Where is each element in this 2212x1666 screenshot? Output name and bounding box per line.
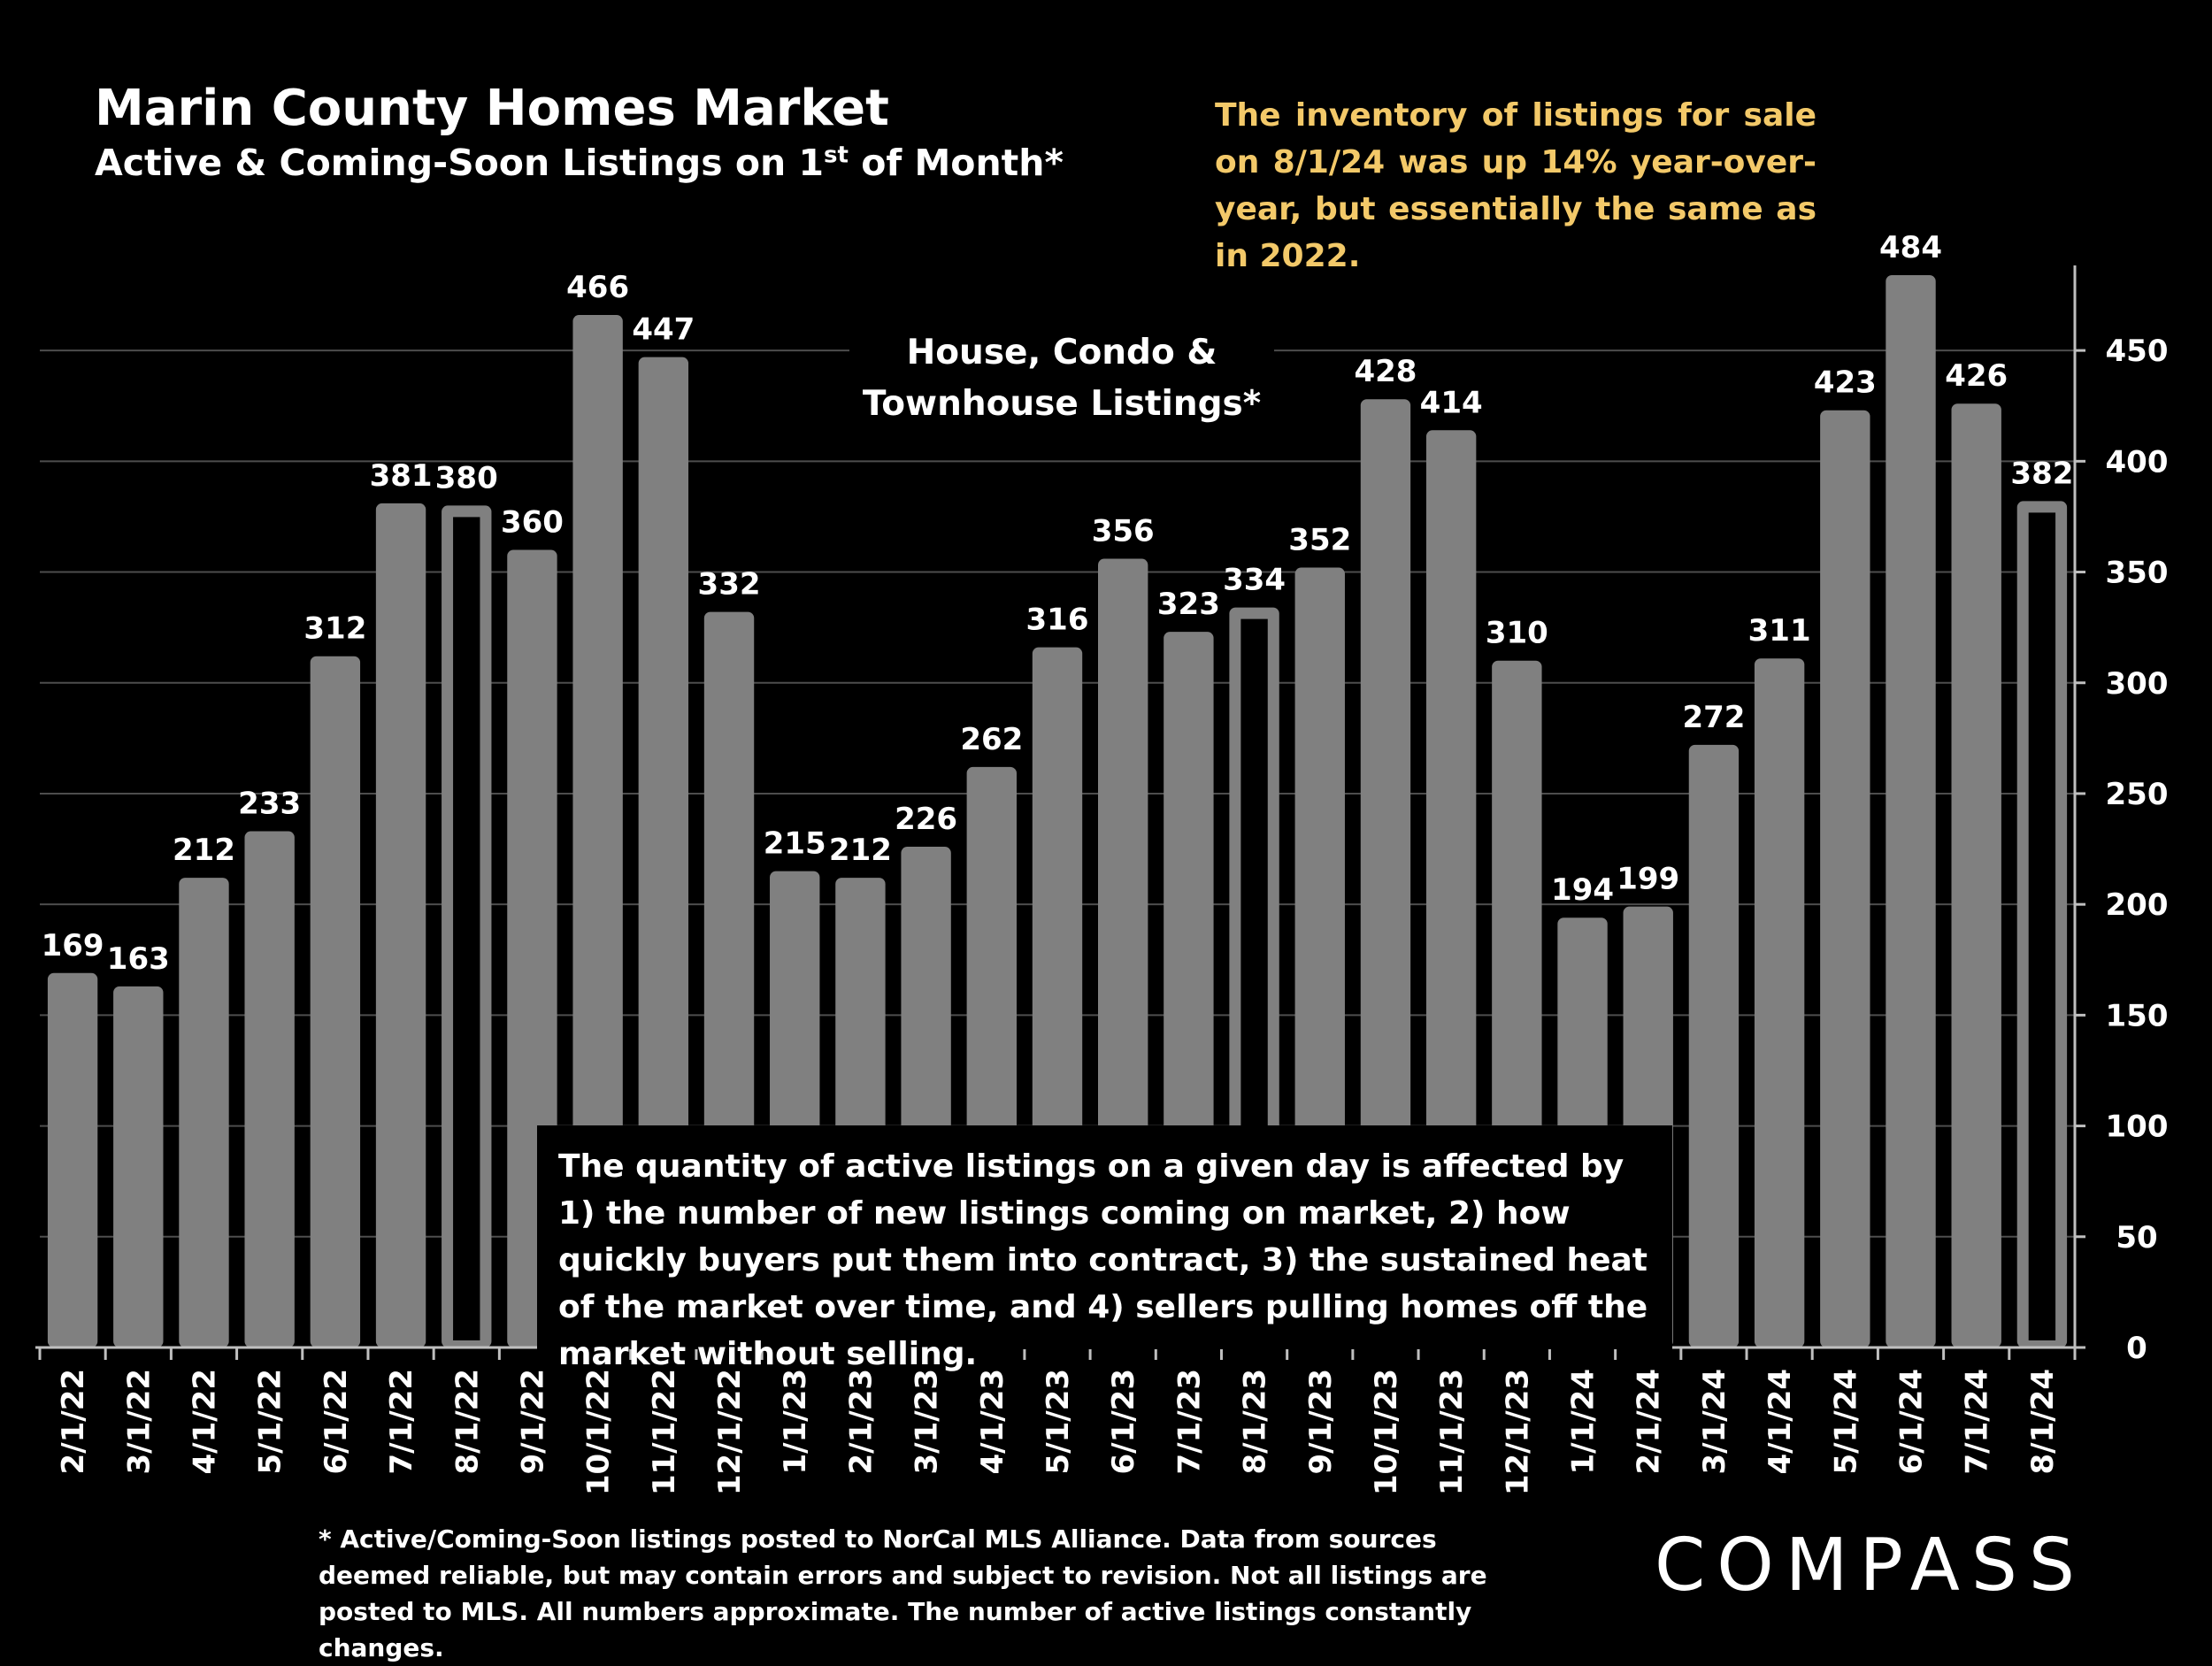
data-label: 334 bbox=[1223, 562, 1286, 598]
y-tick-label: 250 bbox=[2105, 776, 2169, 812]
x-tick-label: 1/1/23 bbox=[778, 1369, 814, 1475]
bar-highlight-inner bbox=[453, 517, 480, 1340]
bar bbox=[244, 832, 294, 1347]
x-tick-label: 8/1/23 bbox=[1237, 1369, 1273, 1475]
data-label: 323 bbox=[1156, 587, 1220, 623]
bar bbox=[48, 973, 97, 1347]
data-label: 332 bbox=[697, 566, 761, 603]
bar bbox=[1820, 411, 1870, 1347]
data-label: 311 bbox=[1747, 613, 1811, 649]
data-label: 194 bbox=[1551, 872, 1615, 909]
data-label: 360 bbox=[500, 504, 564, 541]
y-tick-label: 50 bbox=[2116, 1219, 2158, 1255]
x-tick-label: 11/1/23 bbox=[1434, 1369, 1471, 1496]
x-tick-label: 3/1/23 bbox=[909, 1369, 945, 1475]
data-label: 226 bbox=[895, 802, 958, 838]
x-tick-label: 10/1/23 bbox=[1368, 1369, 1404, 1496]
x-tick-label: 6/1/22 bbox=[318, 1369, 354, 1475]
series-label-line-1: House, Condo & bbox=[906, 333, 1217, 372]
y-tick-label: 200 bbox=[2105, 887, 2169, 924]
explanation-note-box: The quantity of active listings on a given day is affected by 1) the number of new listings coming on market, 2) how quickly buyers put them into contract, 3) the sustained heat of the market over time, and 4) sellers pulling homes off the market without selling. bbox=[537, 1125, 1672, 1349]
x-tick-label: 4/1/24 bbox=[1763, 1368, 1799, 1475]
chart-subtitle bbox=[95, 142, 1064, 184]
x-tick-label: 2/1/23 bbox=[843, 1369, 879, 1475]
data-label: 426 bbox=[1945, 358, 2008, 395]
chart-title: Marin County Homes Market bbox=[95, 80, 889, 137]
data-label: 316 bbox=[1025, 602, 1089, 638]
data-label: 428 bbox=[1354, 354, 1417, 390]
x-tick-label: 2/1/22 bbox=[56, 1369, 92, 1475]
data-label: 382 bbox=[2010, 456, 2074, 492]
series-label bbox=[849, 327, 1274, 430]
x-tick-label: 6/1/24 bbox=[1893, 1369, 1930, 1475]
x-tick-label: 6/1/23 bbox=[1106, 1369, 1142, 1475]
insight-annotation: The inventory of listings for sale on 8/1/24 was up 14% year-over-year, but essentially the same as in 2022. bbox=[1215, 97, 1816, 274]
data-label: 272 bbox=[1682, 699, 1746, 735]
data-label: 199 bbox=[1617, 861, 1680, 897]
x-tick-label: 5/1/24 bbox=[1828, 1369, 1864, 1475]
data-label: 310 bbox=[1485, 615, 1548, 651]
y-tick-label: 0 bbox=[2126, 1331, 2147, 1366]
data-label: 212 bbox=[172, 833, 235, 869]
x-tick-label: 1/1/24 bbox=[1565, 1369, 1601, 1475]
y-tick-label: 150 bbox=[2105, 998, 2169, 1034]
x-tick-label: 12/1/23 bbox=[1500, 1369, 1536, 1496]
x-tick-label: 4/1/22 bbox=[187, 1369, 223, 1475]
y-tick-label: 300 bbox=[2105, 665, 2169, 702]
y-tick-label: 350 bbox=[2105, 555, 2169, 591]
bar bbox=[179, 878, 228, 1347]
x-tick-label: 5/1/22 bbox=[252, 1369, 288, 1475]
x-tick-label: 4/1/23 bbox=[974, 1369, 1010, 1475]
footnote: * Active/Coming-Soon listings posted to NorCal MLS Alliance. Data from sources deemed reliable, but may contain errors and subject to revision. Not all listings are posted to MLS. All numbers approximate. The number of active listings constantly changes. bbox=[319, 1524, 1487, 1662]
series-label-line-2: Townhouse Listings* bbox=[862, 384, 1262, 424]
y-tick-label: 400 bbox=[2105, 444, 2169, 480]
bar bbox=[1886, 275, 1935, 1347]
data-label: 414 bbox=[1419, 385, 1483, 421]
data-label: 262 bbox=[960, 721, 1024, 757]
compass-logo: COMPASS bbox=[1655, 1524, 2086, 1608]
bar bbox=[113, 987, 163, 1347]
bar bbox=[311, 656, 360, 1347]
data-label: 447 bbox=[632, 311, 695, 348]
data-label: 381 bbox=[369, 457, 433, 494]
bar bbox=[1689, 745, 1739, 1347]
data-label: 352 bbox=[1288, 522, 1352, 558]
bar bbox=[1755, 658, 1804, 1347]
x-tick-label: 5/1/23 bbox=[1041, 1369, 1076, 1475]
subtitle-superscript: st bbox=[824, 142, 849, 169]
x-tick-label: 3/1/24 bbox=[1696, 1369, 1732, 1475]
x-tick-label: 7/1/22 bbox=[384, 1369, 420, 1475]
data-label: 312 bbox=[303, 610, 367, 647]
bar-highlight-inner bbox=[2029, 512, 2055, 1340]
data-label: 356 bbox=[1091, 513, 1155, 549]
x-tick-label: 7/1/23 bbox=[1171, 1369, 1208, 1475]
data-label: 169 bbox=[41, 927, 104, 964]
bar bbox=[1952, 403, 2001, 1347]
x-tick-label: 11/1/22 bbox=[646, 1369, 682, 1496]
data-label: 423 bbox=[1813, 365, 1877, 401]
subtitle-main: Active & Coming-Soon Listings on 1 bbox=[95, 142, 825, 184]
x-tick-label: 2/1/24 bbox=[1631, 1369, 1667, 1475]
y-tick-label: 450 bbox=[2105, 334, 2169, 370]
data-label: 212 bbox=[828, 833, 892, 869]
subtitle-end: of Month* bbox=[848, 142, 1064, 184]
data-label: 380 bbox=[434, 460, 498, 496]
x-tick-label: 8/1/22 bbox=[449, 1369, 486, 1475]
x-tick-label: 7/1/24 bbox=[1959, 1369, 1995, 1475]
data-label: 215 bbox=[763, 825, 826, 862]
x-tick-label: 8/1/24 bbox=[2024, 1369, 2061, 1475]
data-label: 484 bbox=[1879, 229, 1943, 265]
x-tick-label: 9/1/22 bbox=[515, 1369, 551, 1475]
data-label: 163 bbox=[106, 940, 170, 977]
y-tick-label: 100 bbox=[2105, 1109, 2169, 1145]
bar bbox=[376, 503, 426, 1347]
x-tick-label: 9/1/23 bbox=[1302, 1369, 1339, 1475]
data-label: 233 bbox=[238, 786, 302, 822]
data-label: 466 bbox=[566, 270, 630, 306]
x-tick-label: 12/1/22 bbox=[712, 1369, 749, 1496]
x-tick-label: 10/1/22 bbox=[580, 1369, 617, 1496]
x-tick-label: 3/1/22 bbox=[121, 1369, 157, 1475]
